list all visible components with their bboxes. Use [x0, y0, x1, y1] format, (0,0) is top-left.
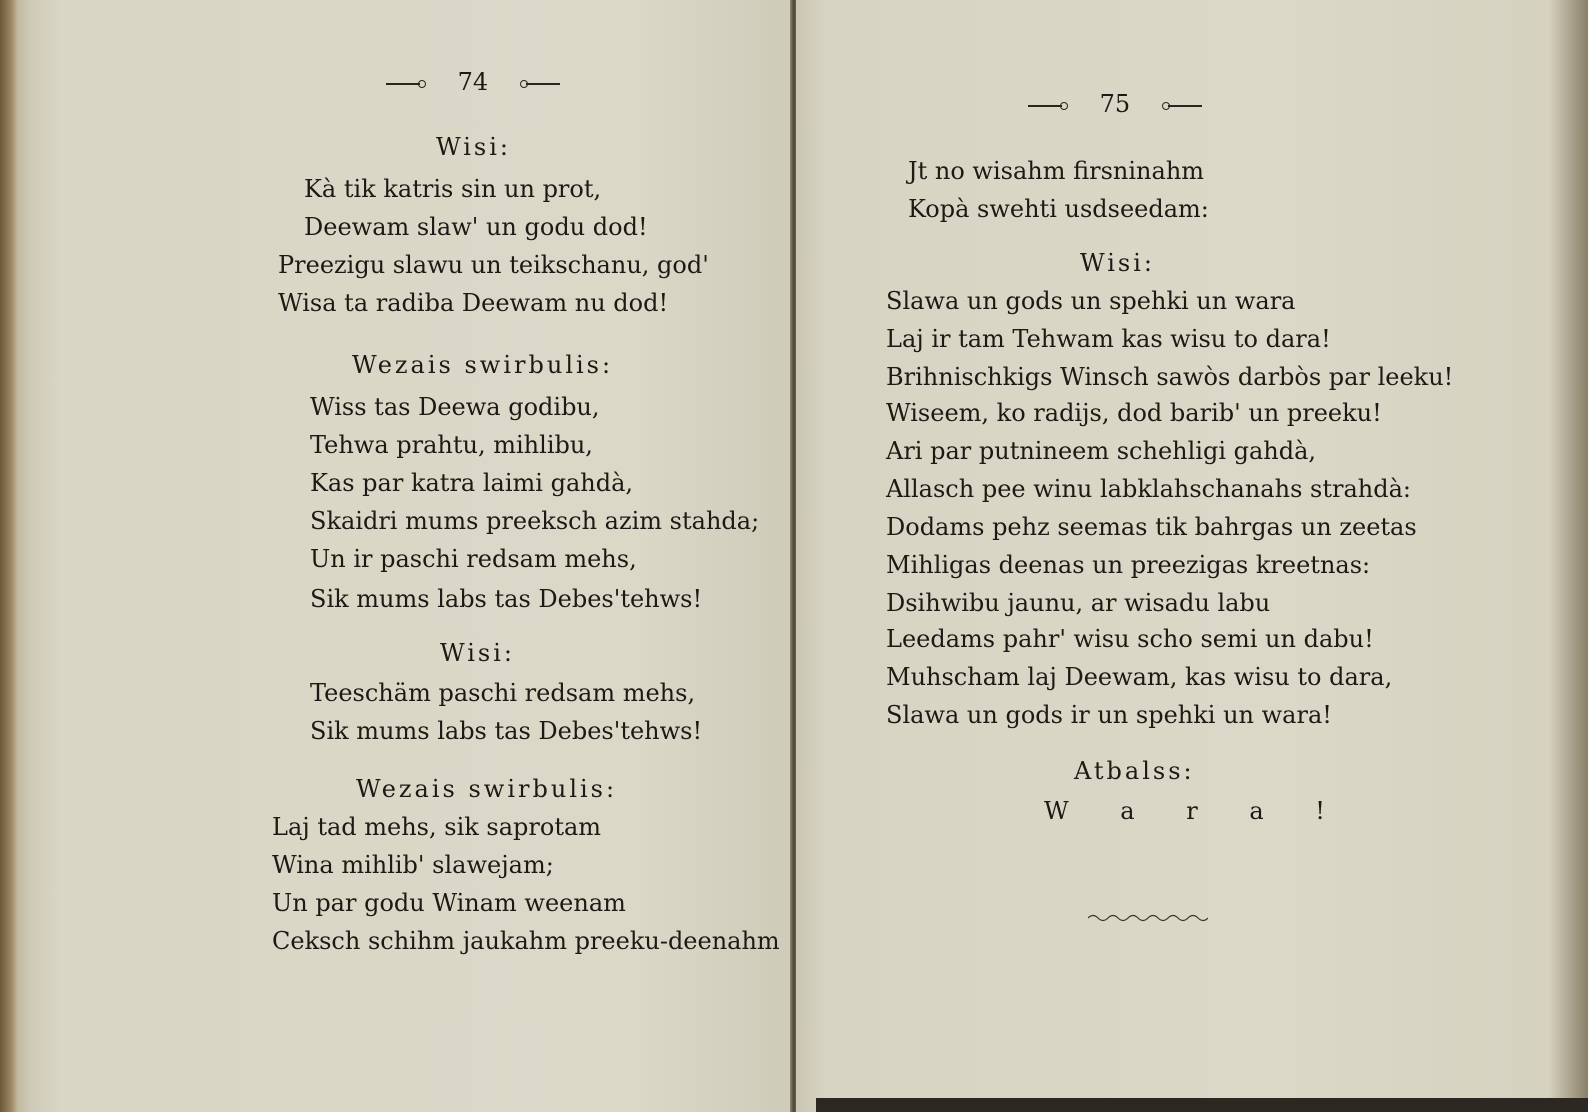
verse-line: Skaidri mums preeksch azim stahda; — [310, 507, 760, 535]
page-number: 74 — [457, 68, 489, 96]
verse-line: Wisa ta radiba Deewam nu dod! — [278, 289, 669, 317]
ornament-dash — [386, 83, 420, 85]
verse-line: Kà tik katris sin un prot, — [304, 175, 602, 203]
verse-line: Muhscham laj Deewam, kas wisu to dara, — [886, 663, 1393, 691]
ornament-dash — [526, 83, 560, 85]
verse-line: Leedams pahr' wisu scho semi un dabu! — [886, 625, 1374, 653]
verse-line: Laj ir tam Tehwam kas wisu to dara! — [886, 325, 1331, 353]
verse-line: Allasch pee winu labklahschanahs strahdà: — [886, 475, 1411, 503]
left-page — [0, 0, 792, 1112]
right-page — [796, 0, 1588, 1112]
speaker-heading: Wisi: — [1080, 249, 1155, 277]
verse-line: Ceksch schihm jaukahm preeku-deenahm — [272, 927, 780, 955]
verse-line: Slawa un gods ir un spehki un wara! — [886, 701, 1332, 729]
verse-line: Slawa un gods un spehki un wara — [886, 287, 1296, 315]
speaker-heading: Wisi: — [440, 639, 515, 667]
verse-line: Sik mums labs tas Debes'tehws! — [310, 717, 703, 745]
speaker-heading: Atbalss: — [1074, 757, 1195, 785]
verse-line: Un ir paschi redsam mehs, — [310, 545, 637, 573]
ornament-dash — [1168, 105, 1202, 107]
verse-line: Dodams pehz seemas tik bahrgas un zeetas — [886, 513, 1417, 541]
page-number-header — [1028, 90, 1202, 118]
echo-word: W a r a ! — [1044, 797, 1347, 825]
verse-line: Tehwa prahtu, mihlibu, — [310, 431, 593, 459]
verse-line: Deewam slaw' un godu dod! — [304, 213, 648, 241]
verse-line: Un par godu Winam weenam — [272, 889, 626, 917]
page-number-header — [386, 68, 560, 96]
verse-line: Kas par katra laimi gahdà, — [310, 469, 634, 497]
ornament-dash — [1028, 105, 1062, 107]
verse-line: Preezigu slawu un teikschanu, god' — [278, 251, 709, 279]
verse-line: Ari par putnineem schehligi gahdà, — [886, 437, 1317, 465]
verse-line: Mihligas deenas un preezigas kreetnas: — [886, 551, 1371, 579]
verse-line: Wiseem, ko radijs, dod barib' un preeku! — [886, 399, 1382, 427]
verse-line: Sik mums labs tas Debes'tehws! — [310, 585, 703, 613]
page-bottom-shadow — [816, 1098, 1588, 1112]
verse-line: Wiss tas Deewa godibu, — [310, 393, 600, 421]
speaker-heading: Wezais swirbulis: — [356, 775, 618, 803]
verse-line: Teeschäm paschi redsam mehs, — [310, 679, 696, 707]
verse-line: Kopà swehti usdseedam: — [908, 195, 1209, 223]
verse-line: Wina mihlib' slawejam; — [272, 851, 554, 879]
verse-line: Dsihwibu jaunu, ar wisadu labu — [886, 589, 1271, 617]
verse-line: Laj tad mehs, sik saprotam — [272, 813, 602, 841]
book-edge — [0, 0, 18, 1112]
speaker-heading: Wezais swirbulis: — [352, 351, 614, 379]
speaker-heading: Wisi: — [436, 133, 511, 161]
page-number: 75 — [1099, 90, 1131, 118]
verse-line: Brihnischkigs Winsch sawòs darbòs par leeku! — [886, 363, 1454, 391]
wavy-ornament-icon — [1088, 913, 1208, 923]
verse-line: Jt no wisahm firsninahm — [908, 157, 1205, 185]
